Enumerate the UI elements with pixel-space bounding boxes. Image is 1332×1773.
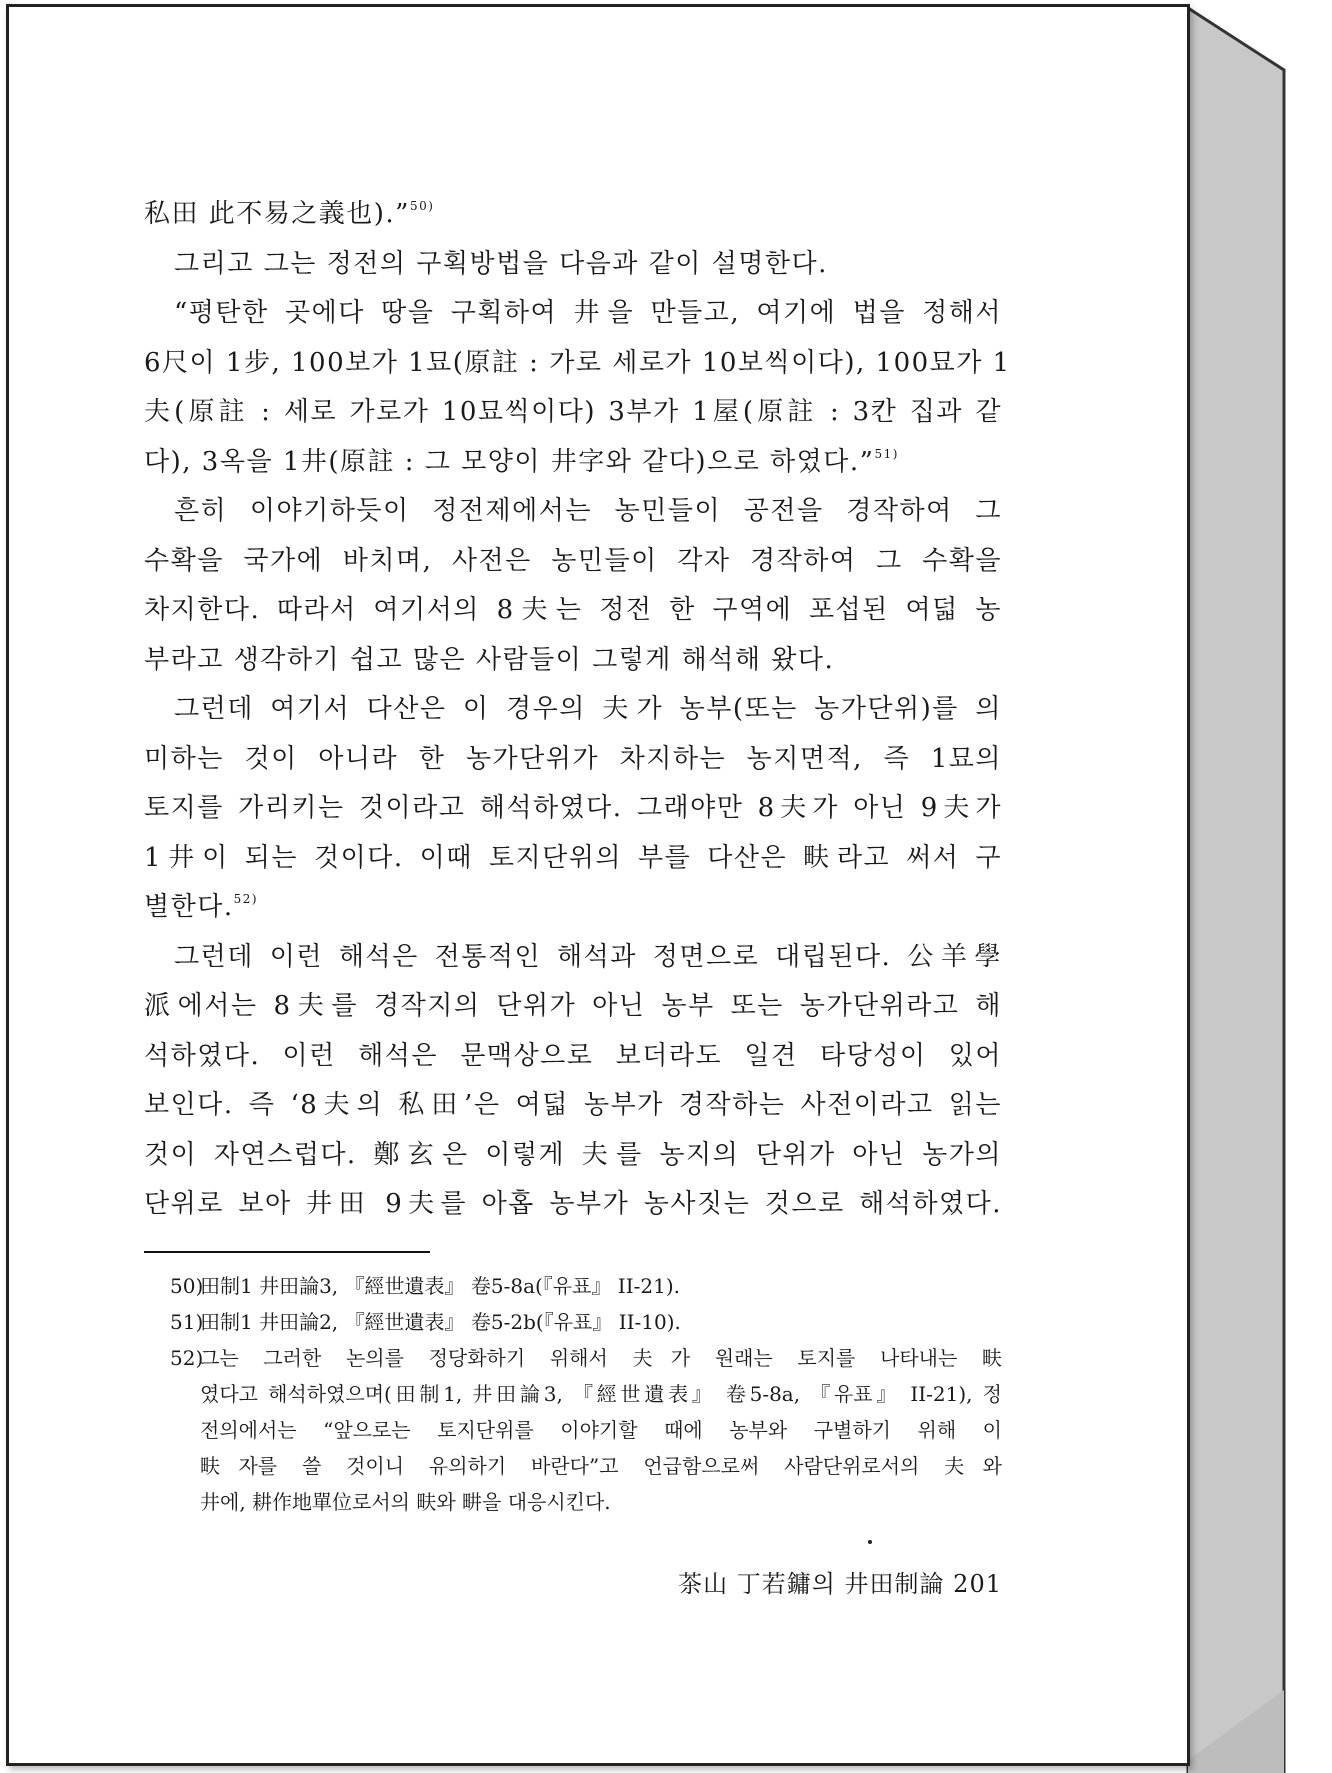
footnote-rule bbox=[144, 1251, 430, 1253]
footnote-52-line-3: 畉자를 쓸 것이니 유의하기 바란다”고 언급함으로써 사람단위로서의 夫와 bbox=[200, 1454, 1002, 1478]
footnote-52-line-4: 井에, 耕作地單位로서의 畉와 畊을 대응시킨다. bbox=[200, 1490, 611, 1514]
footnote-ref-51: 51) bbox=[874, 446, 899, 461]
paragraph-3-line-3: 부라고 생각하기 쉽고 많은 사람들이 그렇게 해석해 왔다. bbox=[144, 644, 835, 675]
running-header: 茶山 丁若鏞의 井田制論 201 bbox=[678, 1570, 1002, 1598]
footnote-52-line-0: 52)그는 그러한 논의를 정당화하기 위해서 夫가 원래는 토지를 나타내는 畉 bbox=[170, 1346, 1002, 1370]
paragraph-4-line-1: 미하는 것이 아니라 한 농가단위가 차지하는 농지면적, 즉 1묘의 bbox=[144, 743, 1002, 774]
paragraph-4-line-2: 토지를 가리키는 것이라고 해석하였다. 그래야만 8夫가 아닌 9夫가 bbox=[144, 793, 1002, 823]
paragraph-0-line-0: 私田 此不易之義也).”$^{50)}$ bbox=[144, 199, 435, 229]
paragraph-3-line-1: 수확을 국가에 바치며, 사전은 농민들이 각자 경작하여 그 수확을 bbox=[144, 545, 1002, 576]
paragraph-5-line-3: 보인다. 즉 ‘8夫의 私田’은 여덟 농부가 경작하는 사전이라고 읽는 bbox=[144, 1090, 1002, 1120]
ink-dot bbox=[868, 1540, 872, 1544]
footnotes bbox=[170, 1268, 1002, 1520]
paragraph-2-line-3: 다), 3옥을 1井(原註 : 그 모양이 井字와 같다)으로 하였다.”$^{51)}$ bbox=[144, 446, 899, 477]
paragraph-4-line-4: 별한다.$^{52)}$ bbox=[144, 892, 259, 922]
paragraph-5-line-4: 것이 자연스럽다. 鄭玄은 이렇게 夫를 농지의 단위가 아닌 농가의 bbox=[144, 1139, 1002, 1170]
footnote-ref-52: 52) bbox=[233, 892, 259, 906]
paragraph-5-line-2: 석하였다. 이런 해석은 문맥상으로 보더라도 일견 타당성이 있어 bbox=[144, 1040, 1002, 1071]
paragraph-4-line-0: 그런데 여기서 다산은 이 경우의 夫가 농부(또는 농가단위)를 의 bbox=[174, 694, 1002, 724]
paragraph-2-line-0: “평탄한 곳에다 땅을 구획하여 井을 만들고, 여기에 법을 정해서 bbox=[174, 298, 1002, 328]
paragraph-2-line-2: 夫(原註 : 세로 가로가 10묘씩이다) 3부가 1屋(原註 : 3칸 집과 같 bbox=[144, 397, 1002, 427]
paragraph-3-line-2: 차지한다. 따라서 여기서의 8夫는 정전 한 구역에 포섭된 여덟 농 bbox=[144, 595, 1002, 625]
footnote-51: 51)田制1 井田論2, 『經世遺表』 卷5-2b(『유표』 II-10). bbox=[170, 1310, 681, 1334]
paragraph-1-line-0: 그리고 그는 정전의 구획방법을 다음과 같이 설명한다. bbox=[174, 248, 828, 279]
paragraph-4-line-3: 1井이 되는 것이다. 이때 토지단위의 부를 다산은 畉라고 써서 구 bbox=[144, 842, 1002, 873]
paragraph-3-line-0: 흔히 이야기하듯이 정전제에서는 농민들이 공전을 경작하여 그 bbox=[174, 496, 1002, 526]
paragraph-2-line-1: 6尺이 1步, 100보가 1묘(原註 : 가로 세로가 10보씩이다), 100묘가 1 bbox=[144, 347, 1011, 378]
paragraph-5-line-1: 派에서는 8夫를 경작지의 단위가 아닌 농부 또는 농가단위라고 해 bbox=[144, 991, 1002, 1021]
footnote-ref-50: 50) bbox=[409, 199, 435, 213]
paragraph-5-line-0: 그런데 이런 해석은 전통적인 해석과 정면으로 대립된다. 公羊學 bbox=[174, 941, 1002, 972]
body-text bbox=[144, 190, 1011, 1230]
footnote-52-line-1: 였다고 해석하였으며(田制1, 井田論3, 『經世遺表』 卷5-8a, 『유표』 II-21), 정 bbox=[200, 1382, 1002, 1406]
footnote-52-line-2: 전의에서는 “앞으로는 토지단위를 이야기할 때에 농부와 구별하기 위해 이 bbox=[200, 1418, 1002, 1442]
footnote-50: 50)田制1 井田論3, 『經世遺表』 卷5-8a(『유표』 II-21). bbox=[170, 1274, 680, 1298]
paragraph-5-line-5: 단위로 보아 井田 9夫를 아홉 농부가 농사짓는 것으로 해석하였다. bbox=[144, 1189, 1002, 1219]
